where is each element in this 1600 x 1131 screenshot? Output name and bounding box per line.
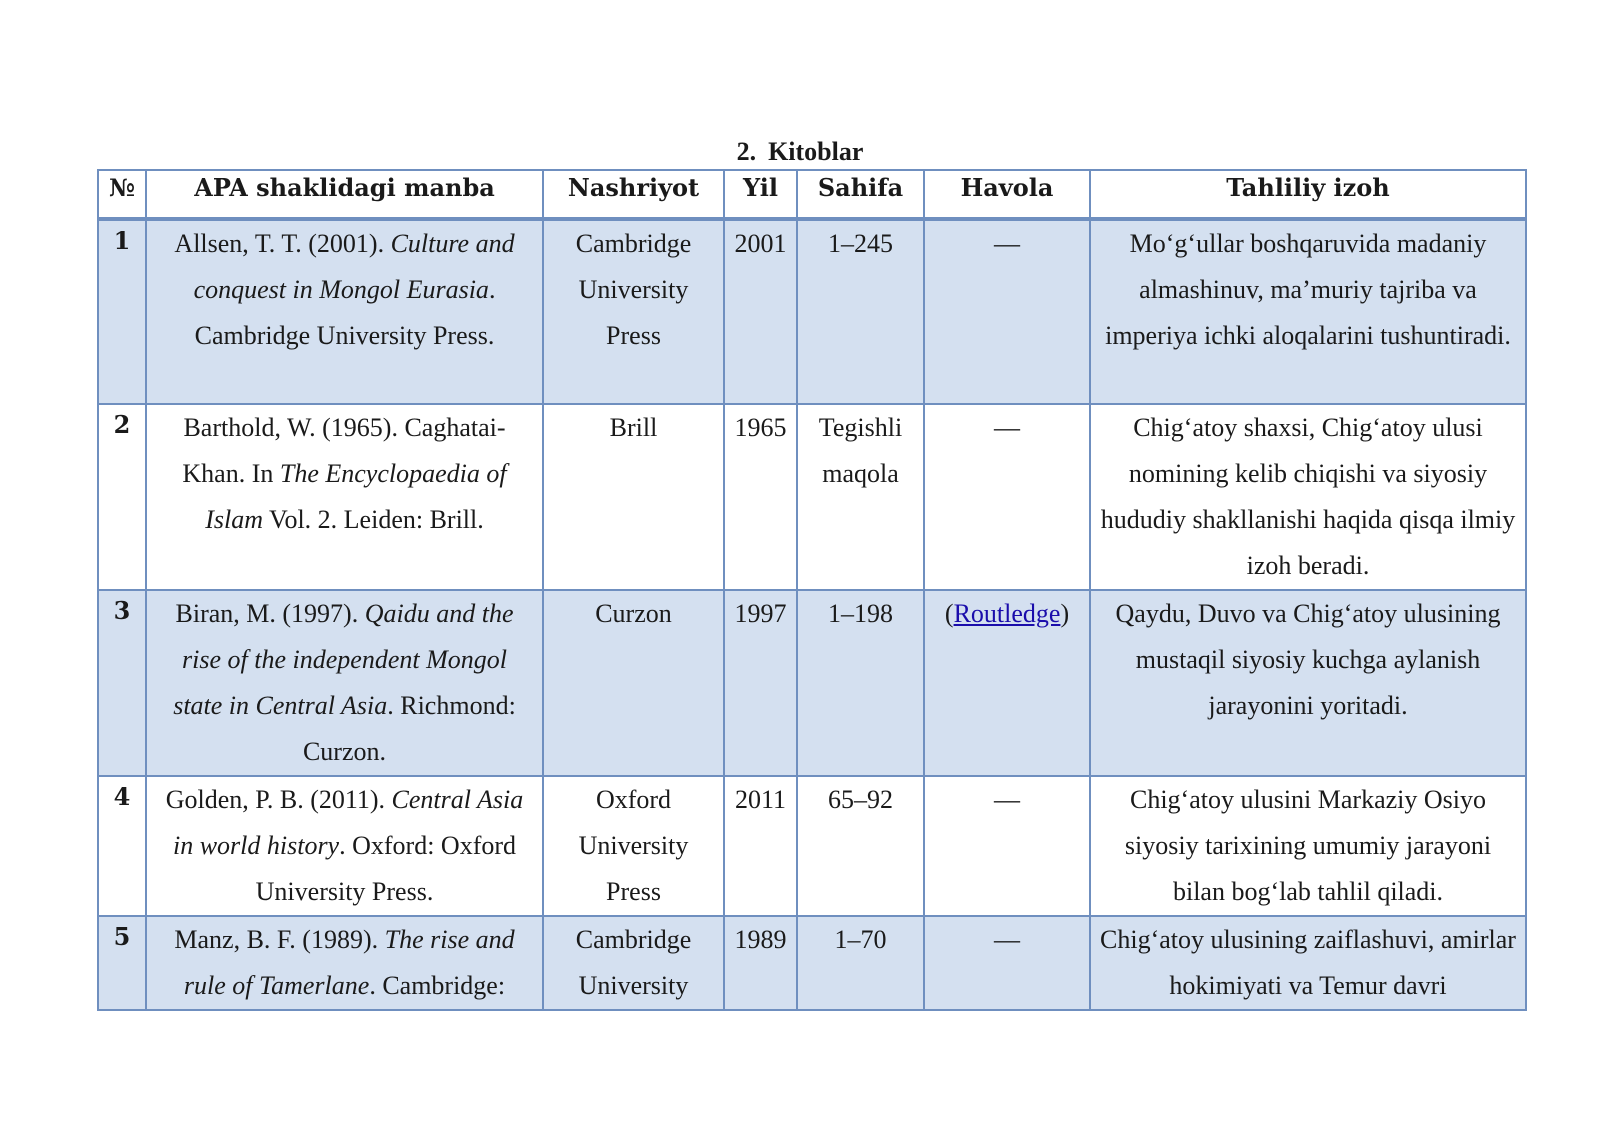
source-title: The Encyclopaedia of Islam bbox=[205, 459, 507, 534]
table-row bbox=[98, 404, 1526, 590]
routledge-link[interactable]: Routledge bbox=[953, 599, 1061, 628]
note-cell: Qaydu, Duvo va Chig‘atoy ulusining mustaqil siyosiy kuchga aylanish jarayonini yoritadi. bbox=[1090, 590, 1526, 776]
year-cell: 1997 bbox=[724, 590, 797, 776]
link-paren-open: ( bbox=[944, 599, 954, 628]
header-link: Havola bbox=[924, 170, 1090, 219]
table-row bbox=[98, 590, 1526, 776]
source-rest: . Cambridge: bbox=[369, 971, 506, 1000]
publisher-cell: Oxford University Press bbox=[543, 776, 724, 916]
pages-cell: 1–198 bbox=[797, 590, 924, 776]
link-cell: — bbox=[924, 776, 1090, 916]
source-author: Barthold, W. (1965). Caghatai-Khan. In bbox=[182, 413, 506, 488]
year-cell: 2001 bbox=[724, 219, 797, 404]
year-cell: 1989 bbox=[724, 916, 797, 1010]
note-cell: Chig‘atoy ulusining zaiflashuvi, amirlar hokimiyati va Temur davri bbox=[1090, 916, 1526, 1010]
source-author: Allsen, T. T. (2001). bbox=[174, 229, 391, 258]
link-cell: — bbox=[924, 404, 1090, 590]
header-no: № bbox=[98, 170, 146, 219]
apa-source bbox=[146, 219, 543, 404]
header-year: Yil bbox=[724, 170, 797, 219]
source-title: Qaidu and the rise of the independent Mongol state in Central Asia bbox=[173, 599, 514, 720]
apa-source bbox=[146, 776, 543, 916]
pages-cell: 1–245 bbox=[797, 219, 924, 404]
row-number: 3 bbox=[98, 590, 146, 776]
publisher-cell: Cambridge University Press bbox=[543, 219, 724, 404]
source-rest: Vol. 2. Leiden: Brill. bbox=[263, 505, 484, 534]
note-cell: Chig‘atoy shaxsi, Chig‘atoy ulusi nomining kelib chiqishi va siyosiy hududiy shakllanishi haqida qisqa ilmiy izoh beradi. bbox=[1090, 404, 1526, 590]
books-table bbox=[97, 169, 1527, 1011]
source-author: Biran, M. (1997). bbox=[175, 599, 365, 628]
row-number: 2 bbox=[98, 404, 146, 590]
section-title bbox=[0, 137, 1600, 167]
source-rest: . Oxford: Oxford University Press. bbox=[255, 831, 517, 906]
note-cell: Mo‘g‘ullar boshqaruvida madaniy almashinuv, ma’muriy tajriba va imperiya ichki aloqalarini tushuntiradi. bbox=[1090, 219, 1526, 404]
header-publisher: Nashriyot bbox=[543, 170, 724, 219]
table-row bbox=[98, 916, 1526, 1010]
apa-source bbox=[146, 590, 543, 776]
source-title: Culture and conquest in Mongol Eurasia bbox=[193, 229, 515, 304]
row-number: 4 bbox=[98, 776, 146, 916]
source-title: The rise and rule of Tamerlane bbox=[183, 925, 515, 1000]
link-cell bbox=[924, 590, 1090, 776]
link-paren-close: ) bbox=[1060, 599, 1070, 628]
publisher-cell: Cambridge University bbox=[543, 916, 724, 1010]
header-note: Tahliliy izoh bbox=[1090, 170, 1526, 219]
apa-source bbox=[146, 916, 543, 1010]
year-cell: 2011 bbox=[724, 776, 797, 916]
publisher-cell: Brill bbox=[543, 404, 724, 590]
source-rest: . Richmond: Curzon. bbox=[302, 691, 516, 766]
section-title-text: Kitoblar bbox=[768, 137, 864, 166]
source-author: Golden, P. B. (2011). bbox=[165, 785, 392, 814]
row-number: 5 bbox=[98, 916, 146, 1010]
section-number: 2. bbox=[736, 137, 757, 166]
header-pages: Sahifa bbox=[797, 170, 924, 219]
note-cell: Chig‘atoy ulusini Markaziy Osiyo siyosiy tarixining umumiy jarayoni bilan bog‘lab tahlil qiladi. bbox=[1090, 776, 1526, 916]
pages-cell: 1–70 bbox=[797, 916, 924, 1010]
publisher-cell: Curzon bbox=[543, 590, 724, 776]
table-header-row bbox=[98, 170, 1526, 219]
pages-cell: 65–92 bbox=[797, 776, 924, 916]
source-rest: . Cambridge University Press. bbox=[194, 275, 496, 350]
source-title: Central Asia in world history bbox=[172, 785, 524, 860]
row-number: 1 bbox=[98, 219, 146, 404]
year-cell: 1965 bbox=[724, 404, 797, 590]
link-cell: — bbox=[924, 916, 1090, 1010]
pages-cell: Tegishli maqola bbox=[797, 404, 924, 590]
source-author: Manz, B. F. (1989). bbox=[174, 925, 385, 954]
apa-source bbox=[146, 404, 543, 590]
table-row bbox=[98, 776, 1526, 916]
table-row bbox=[98, 219, 1526, 404]
link-cell: — bbox=[924, 219, 1090, 404]
header-source: APA shaklidagi manba bbox=[146, 170, 543, 219]
